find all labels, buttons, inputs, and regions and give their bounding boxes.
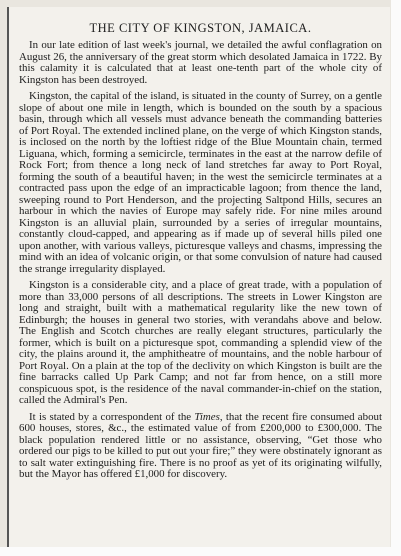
paragraph-4-part-b: , that the recent fire consumed about 600 houses, stores, &c., the estimated value of from £200,000 to £300,000. The black population rendered little or no assistance, observing, “Get those who ordered our pigs to be killed to put out your fire;” they were obstinately ignorant as to salt water extinguishing fire. There is no proof as yet of its originating wilfully, but the Mayor has offered £1,000 for discovery. <box>19 410 382 480</box>
paragraph-4-part-a: It is stated by a correspondent of the <box>29 410 195 423</box>
article-title: THE CITY OF KINGSTON, JAMAICA. <box>89 21 312 35</box>
scan-margin-bottom <box>0 547 401 556</box>
newspaper-clipping <box>7 7 390 547</box>
article-body <box>19 40 382 481</box>
paragraph-1: In our late edition of last week's journal, we detailed the awful conflagration on August 26, the anniversary of the great storm which desolated Jamaica in 1722. By this calamity it is calculated that at least one-tenth part of the whole city of Kingston has been destroyed. <box>19 39 382 86</box>
paragraph-4 <box>19 412 382 481</box>
paragraph-2: Kingston, the capital of the island, is situated in the county of Surrey, on a gentle slope of about one mile in length, which is bounded on the south by a spacious basin, through which all vessels must advance beneath the commanding batteries of Port Royal. The extended inclined plane, on the verge of which Kingston stands, is inclosed on the north by the loftiest ridge of the Blue Mountain chain, termed Liguana, which, forming a semicircle, terminates in the east at the narrow defile of Rock Fort; from thence a long neck of land stretches far away to Port Royal, forming the south of a beautiful haven; in the west the semicircle terminates at a contracted pass upon the edge of an impracticable lagoon; from thence the land, sweeping round to Port Henderson, and the projecting Saltpond Hills, secures an harbour in which the navies of Europe may safely ride. For nine miles around Kingston is an alluvial plain, surrounded by a series of irregular mountains, constantly cloud-capped, and appearing as if made up of several hills piled one upon another, with various valleys, picturesque valleys and chasms, impressing the mind with an idea of volcanic origin, or that some convulsion of nature had caused the strange irregularity displayed. <box>19 90 382 275</box>
scan-margin-right <box>391 0 401 556</box>
paragraph-3: Kingston is a considerable city, and a place of great trade, with a population of more than 33,000 persons of all descriptions. The streets in Lower Kingston are long and straight, built with a mathematical regularity like the new town of Edinburgh; the houses in general two stories, with verandahs above and below. The English and Scotch churches are really elegant structures, particularly the former, which is built on a picturesque spot, commanding a splendid view of the city, the plains around it, the amphitheatre of mountains, and the noble harbour of Port Royal. On a plain at the top of the declivity on which Kingston is built are the fine barracks called Up Park Camp; and not far from hence, on a still more conspicuous spot, is the residence of the naval commander-in-chief on the station, called the Admiral's Pen. <box>19 279 382 406</box>
newspaper-name: Times <box>194 410 220 423</box>
